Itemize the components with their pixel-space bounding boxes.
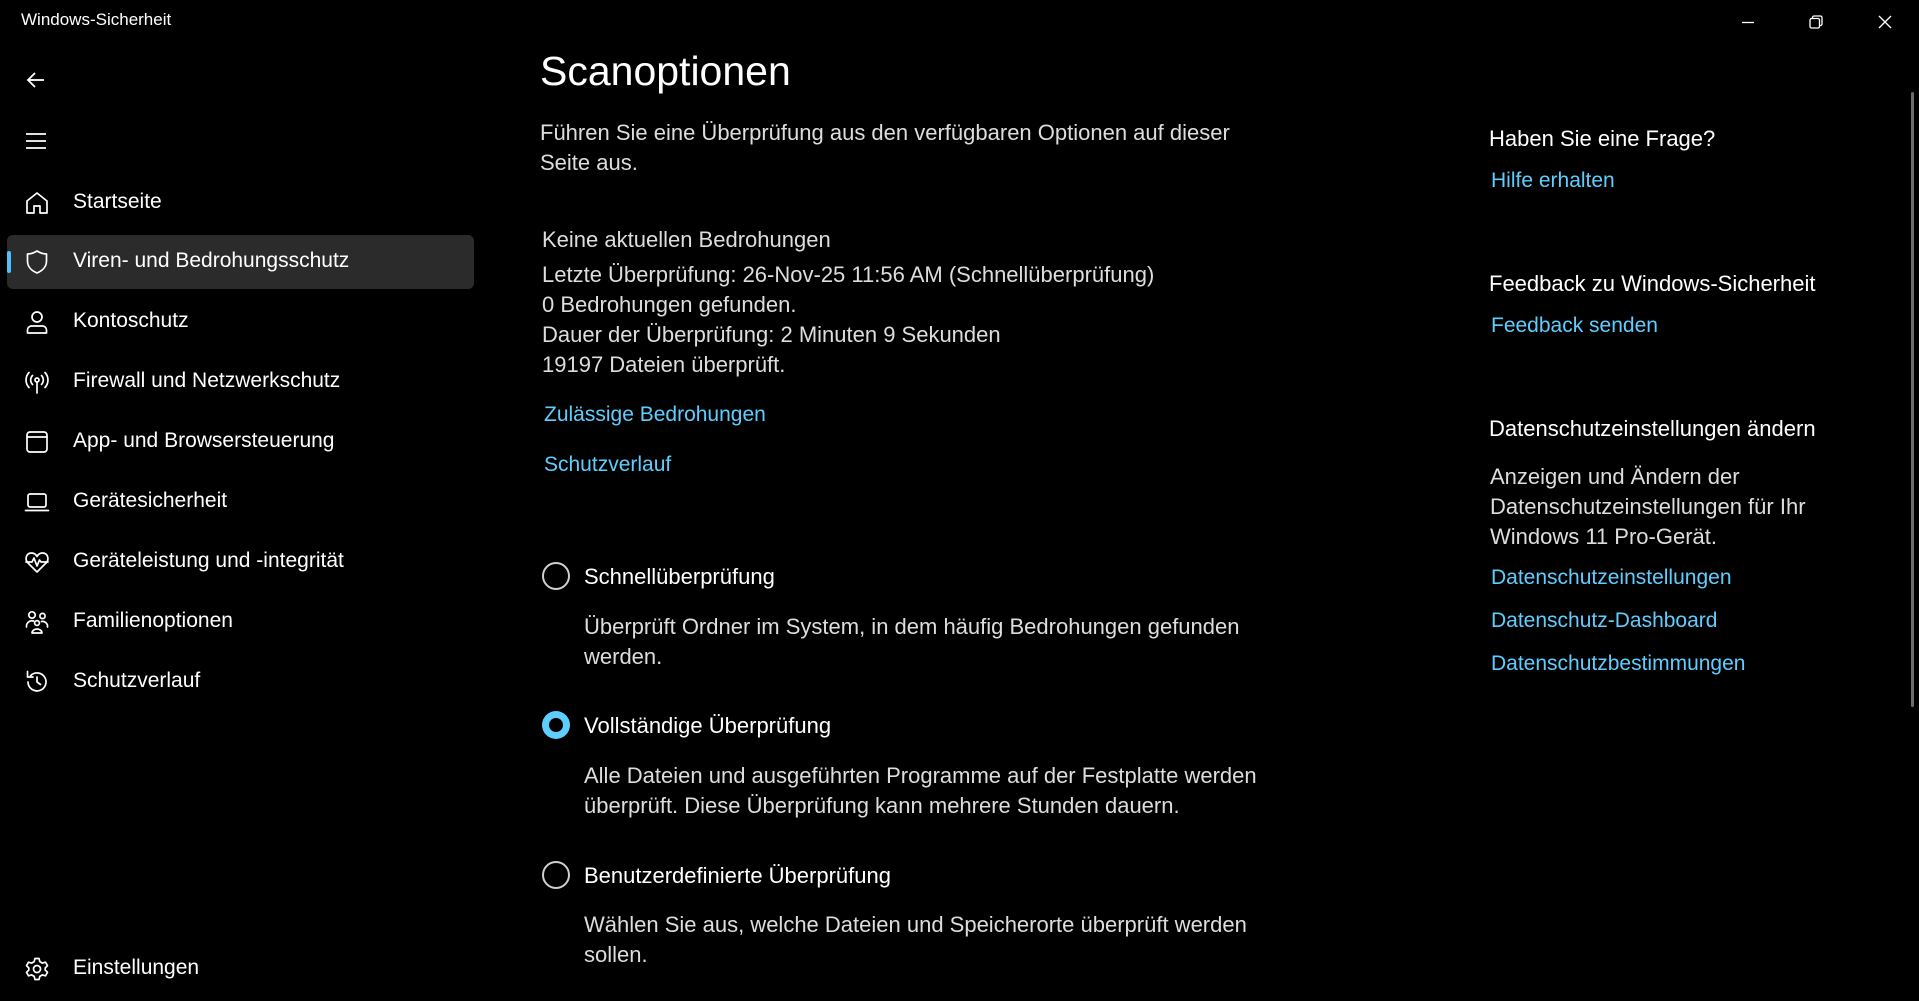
sidebar-item-device-performance[interactable] xyxy=(7,535,474,589)
status-heading: Keine aktuellen Bedrohungen xyxy=(542,227,831,252)
sidebar-item-label: Startseite xyxy=(73,190,162,213)
radio-label: Benutzerdefinierte Überprüfung xyxy=(584,863,891,888)
status-last-scan: Letzte Überprüfung: 26-Nov-25 11:56 AM (Schnellüberprüfung) xyxy=(542,262,1155,287)
privacy-dashboard-link[interactable]: Datenschutz-Dashboard xyxy=(1491,609,1718,632)
radio-description: Überprüft Ordner im System, in dem häufig Bedrohungen gefunden werden. xyxy=(584,614,1240,669)
restore-icon xyxy=(1808,14,1824,30)
sidebar-item-protection-history[interactable] xyxy=(7,655,474,709)
privacy-statement-link[interactable]: Datenschutzbestimmungen xyxy=(1491,652,1746,675)
minimize-button[interactable] xyxy=(1714,0,1782,44)
sidebar-item-label: Einstellungen xyxy=(73,956,200,979)
sidebar-item-label: Kontoschutz xyxy=(73,309,189,332)
history-icon xyxy=(24,669,50,695)
family-icon xyxy=(24,609,50,635)
heart-pulse-icon xyxy=(24,549,50,575)
radio-full-scan[interactable] xyxy=(542,711,570,739)
privacy-description: Anzeigen und Ändern der Datenschutzeinstellungen für Ihr Windows 11 Pro-Gerät. xyxy=(1490,464,1806,549)
radio-description: Wählen Sie aus, welche Dateien und Speicherorte überprüft werden sollen. xyxy=(584,912,1247,967)
radio-quick-scan[interactable] xyxy=(542,562,570,590)
sidebar-item-firewall[interactable] xyxy=(7,355,474,409)
allowed-threats-link[interactable]: Zulässige Bedrohungen xyxy=(544,403,766,426)
status-threats-found: 0 Bedrohungen gefunden. xyxy=(542,292,797,317)
radio-custom-scan[interactable] xyxy=(542,861,570,889)
minimize-icon xyxy=(1740,14,1756,30)
sidebar-item-label: Geräteleistung und -integrität xyxy=(73,549,344,572)
question-heading: Haben Sie eine Frage? xyxy=(1489,126,1716,151)
sidebar-item-label: Firewall und Netzwerkschutz xyxy=(73,369,341,392)
antenna-icon xyxy=(24,369,50,395)
status-duration: Dauer der Überprüfung: 2 Minuten 9 Sekunden xyxy=(542,322,1001,347)
sidebar-item-device-security[interactable] xyxy=(7,475,474,529)
feedback-heading: Feedback zu Windows-Sicherheit xyxy=(1489,271,1816,296)
home-icon xyxy=(24,190,50,216)
laptop-icon xyxy=(24,489,50,515)
send-feedback-link[interactable]: Feedback senden xyxy=(1491,314,1658,337)
restore-button[interactable] xyxy=(1782,0,1850,44)
get-help-link[interactable]: Hilfe erhalten xyxy=(1491,169,1615,192)
gear-icon xyxy=(24,956,50,982)
browser-window-icon xyxy=(24,429,50,455)
sidebar-item-app-browser[interactable] xyxy=(7,415,474,469)
page-intro: Führen Sie eine Überprüfung aus den verfügbaren Optionen auf dieser Seite aus. xyxy=(540,120,1230,175)
active-indicator xyxy=(7,251,11,273)
back-arrow-icon xyxy=(25,69,47,91)
sidebar-item-settings[interactable] xyxy=(7,942,474,996)
radio-selected-dot xyxy=(549,718,563,732)
sidebar-item-label: Schutzverlauf xyxy=(73,669,201,692)
sidebar-item-family-options[interactable] xyxy=(7,595,474,649)
status-files-scanned: 19197 Dateien überprüft. xyxy=(542,352,786,377)
title-bar xyxy=(0,0,1919,44)
sidebar-item-label: Gerätesicherheit xyxy=(73,489,228,512)
sidebar-item-label: Viren- und Bedrohungsschutz xyxy=(73,249,350,272)
radio-label: Schnellüberprüfung xyxy=(584,564,775,589)
hamburger-icon xyxy=(24,129,48,153)
close-button[interactable] xyxy=(1851,0,1919,44)
sidebar-item-label: App- und Browsersteuerung xyxy=(73,429,335,452)
sidebar-item-label: Familienoptionen xyxy=(73,609,233,632)
back-button[interactable] xyxy=(12,58,60,102)
close-icon xyxy=(1877,14,1893,30)
person-icon xyxy=(24,309,50,335)
sidebar-item-virus-protection[interactable] xyxy=(7,235,474,289)
sidebar-item-startseite[interactable] xyxy=(7,176,474,230)
radio-label: Vollständige Überprüfung xyxy=(584,713,832,738)
privacy-settings-link[interactable]: Datenschutzeinstellungen xyxy=(1491,566,1732,589)
page-title: Scanoptionen xyxy=(540,48,791,94)
sidebar-item-account-protection[interactable] xyxy=(7,295,474,349)
privacy-heading: Datenschutzeinstellungen ändern xyxy=(1489,416,1816,441)
protection-history-link[interactable]: Schutzverlauf xyxy=(544,453,672,476)
shield-icon xyxy=(24,249,50,275)
radio-description: Alle Dateien und ausgeführten Programme auf der Festplatte werden überprüft. Diese Überprüfung kann mehrere Stunden dauern. xyxy=(584,763,1257,818)
menu-button[interactable] xyxy=(12,119,60,163)
window-title: Windows-Sicherheit xyxy=(21,10,172,29)
vertical-scrollbar[interactable] xyxy=(1911,92,1914,707)
